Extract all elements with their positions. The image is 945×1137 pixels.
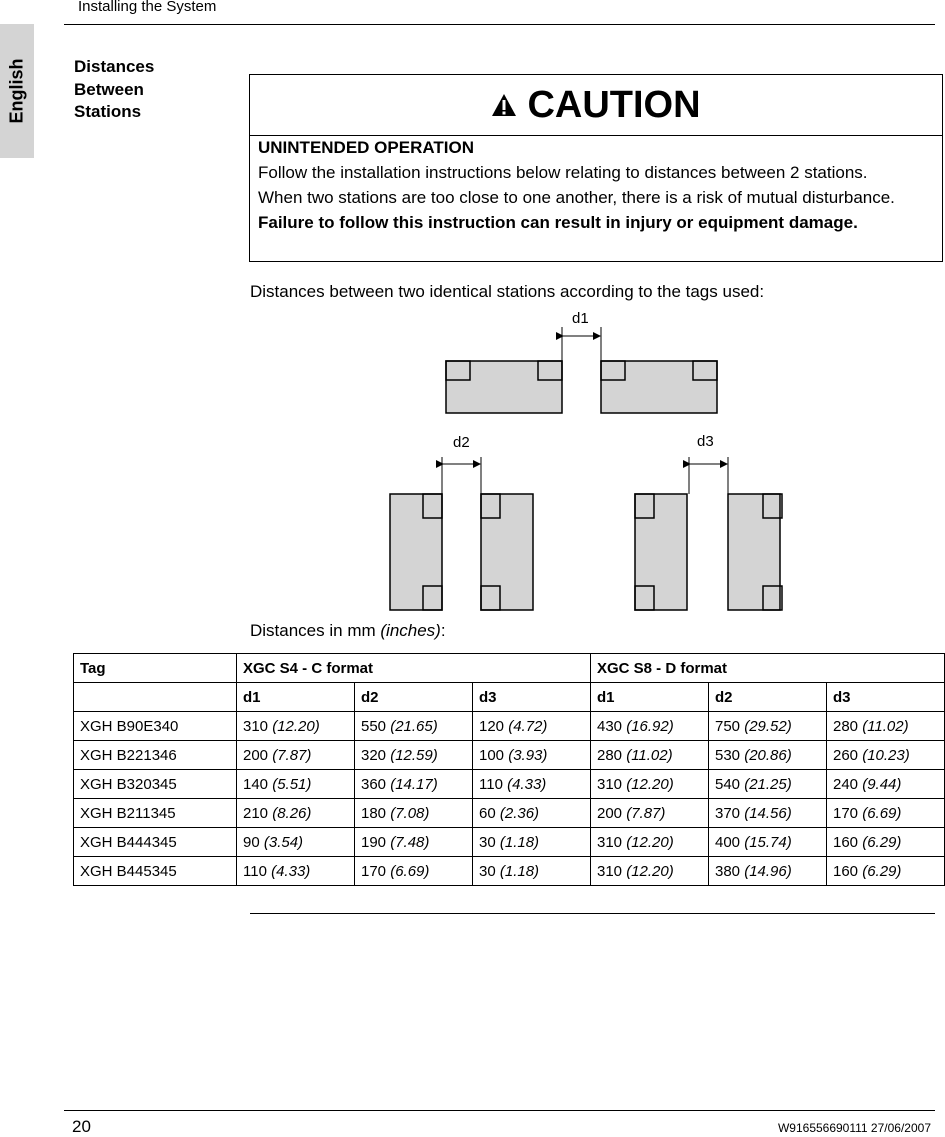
value-mm: 240 [833,775,859,793]
table-cell [355,712,473,741]
table-row [74,770,945,799]
value-inches: (4.72) [508,717,548,735]
table-cell-tag: XGH B445345 [74,857,237,886]
table-cell [355,857,473,886]
table-cell [473,828,591,857]
table-cell [473,799,591,828]
value-inches: (6.29) [862,833,902,851]
d2-label: d2 [453,434,470,451]
table-cell-tag: XGH B211345 [74,799,237,828]
page-number: 20 [72,1117,91,1136]
table-cell-tag: XGH B90E340 [74,712,237,741]
value-mm: 320 [361,746,387,764]
value-mm: 170 [361,862,387,880]
table-cell [473,741,591,770]
value-inches: (21.25) [744,775,792,793]
table-cell [237,828,355,857]
value-inches: (5.51) [272,775,312,793]
value-mm: 400 [715,833,741,851]
value-inches: (16.92) [626,717,674,735]
value-mm: 280 [597,746,623,764]
table-row [74,828,945,857]
table-cell-tag: XGH B221346 [74,741,237,770]
value-inches: (11.02) [626,746,673,764]
distances-label [250,621,446,641]
table-cell-tag: XGH B320345 [74,770,237,799]
value-mm: 120 [479,717,505,735]
table-cell [591,857,709,886]
value-mm: 550 [361,717,387,735]
distances-label-unit: (inches) [380,621,441,640]
value-mm: 110 [479,775,503,793]
table-subheader-row [74,683,945,712]
value-inches: (12.20) [272,717,320,735]
table-cell [355,799,473,828]
value-mm: 160 [833,833,859,851]
table-cell [591,828,709,857]
value-mm: 90 [243,833,260,851]
value-inches: (2.36) [499,804,540,822]
value-inches: (12.20) [626,833,674,851]
table-cell [709,712,827,741]
value-mm: 280 [833,717,859,735]
value-inches: (1.18) [499,862,540,880]
table-cell-tag: XGH B444345 [74,828,237,857]
table-cell [827,857,945,886]
value-inches: (14.56) [744,804,792,822]
value-mm: 180 [361,804,387,822]
table-cell [709,799,827,828]
language-tab-label: English [6,58,27,124]
table-cell [709,741,827,770]
value-inches: (12.20) [626,862,674,880]
table-cell [827,828,945,857]
station-vertical [481,494,533,610]
table-header-cell [74,683,237,712]
table-row [74,857,945,886]
table-header-cell: d3 [827,683,945,712]
value-mm: 110 [243,862,267,880]
value-mm: 200 [243,746,269,764]
table-cell [591,799,709,828]
table-cell [827,741,945,770]
value-inches: (8.26) [272,804,312,822]
section-title [74,56,154,124]
station-vertical [728,494,782,610]
table-cell [709,828,827,857]
value-inches: (1.18) [499,833,540,851]
value-inches: (6.69) [862,804,902,822]
table-header-cell: d1 [591,683,709,712]
table-cell [473,857,591,886]
table-cell [237,712,355,741]
table-cell [827,799,945,828]
table-header-cell: XGC S4 - C format [237,654,591,683]
value-inches: (10.23) [862,746,910,764]
value-mm: 100 [479,746,505,764]
caution-title: CAUTION [527,83,701,126]
d3-label: d3 [697,433,714,450]
value-mm: 310 [597,833,623,851]
table-cell [827,712,945,741]
value-mm: 30 [479,862,496,880]
value-mm: 200 [597,804,623,822]
value-mm: 310 [243,717,269,735]
caution-line: Follow the installation instructions below relating to distances between 2 stations. [258,163,868,182]
table-row [74,741,945,770]
value-inches: (21.65) [390,717,438,735]
table-header-cell: XGC S8 - D format [591,654,945,683]
table-cell [709,770,827,799]
value-mm: 750 [715,717,741,735]
value-mm: 310 [597,775,623,793]
value-mm: 170 [833,804,859,822]
table-cell [473,770,591,799]
station-horizontal-left [446,361,562,413]
d1-label: d1 [572,310,589,327]
table-cell [355,770,473,799]
document-reference: W916556690111 27/06/2007 [777,1121,931,1135]
value-mm: 370 [715,804,741,822]
table-cell [237,741,355,770]
value-inches: (9.44) [862,775,902,793]
value-mm: 530 [715,746,741,764]
section-title-line: Stations [74,102,142,121]
table-cell [355,828,473,857]
station-horizontal-right [601,361,717,413]
table-header-cell: d3 [473,683,591,712]
caution-line: When two stations are too close to one another, there is a risk of mutual disturbance. [258,188,895,207]
warning-triangle-icon [491,93,517,117]
table-cell [237,799,355,828]
caution-box [249,74,943,262]
value-inches: (11.02) [862,717,909,735]
value-mm: 140 [243,775,269,793]
value-inches: (12.20) [626,775,674,793]
table-row [74,799,945,828]
table-header-cell: d2 [355,683,473,712]
value-inches: (6.69) [390,862,430,880]
value-mm: 160 [833,862,859,880]
table-cell [591,770,709,799]
value-mm: 380 [715,862,741,880]
table-cell [591,712,709,741]
station-vertical [390,494,442,610]
value-mm: 360 [361,775,387,793]
value-mm: 540 [715,775,741,793]
header-title: Installing the System [78,0,217,15]
value-inches: (3.93) [508,746,548,764]
table-cell [355,741,473,770]
value-mm: 190 [361,833,387,851]
station-distance-diagram [380,305,790,615]
value-mm: 210 [243,804,269,822]
distance-table [73,653,945,886]
value-inches: (14.96) [744,862,792,880]
value-inches: (6.29) [862,862,902,880]
table-cell [237,857,355,886]
table-cell [709,857,827,886]
value-inches: (7.87) [272,746,312,764]
table-cell [473,712,591,741]
table-row [74,712,945,741]
station-vertical [635,494,687,610]
table-header-cell: d2 [709,683,827,712]
value-inches: (7.87) [626,804,666,822]
value-inches: (20.86) [744,746,792,764]
section-end-rule [250,913,935,914]
section-title-line: Between [74,79,144,99]
value-mm: 260 [833,746,859,764]
language-tab [0,24,34,158]
value-mm: 30 [479,833,496,851]
distances-label-suffix: : [440,621,446,640]
value-inches: (14.17) [390,775,438,793]
value-mm: 60 [479,804,496,822]
table-header-row [74,654,945,683]
table-cell [591,741,709,770]
value-inches: (7.48) [390,833,430,851]
value-inches: (15.74) [744,833,792,851]
header-rule [64,24,935,25]
value-mm: 310 [597,862,623,880]
distances-label-prefix: Distances in mm [250,621,381,640]
value-inches: (4.33) [507,775,547,793]
value-inches: (29.52) [744,717,792,735]
value-inches: (7.08) [390,804,430,822]
value-inches: (4.33) [271,862,311,880]
table-cell [237,770,355,799]
intro-text: Distances between two identical stations according to the tags used: [250,282,765,301]
caution-header [250,75,942,136]
table-header-cell: Tag [74,654,237,683]
footer-rule [64,1110,935,1111]
caution-warning: Failure to follow this instruction can result in injury or equipment damage. [258,213,858,232]
table-cell [827,770,945,799]
table-header-cell: d1 [237,683,355,712]
value-inches: (3.54) [263,833,304,851]
value-inches: (12.59) [390,746,438,764]
value-mm: 430 [597,717,623,735]
caution-heading: UNINTENDED OPERATION [258,138,474,157]
caution-body [258,135,938,235]
section-title-line: Distances [74,57,155,76]
